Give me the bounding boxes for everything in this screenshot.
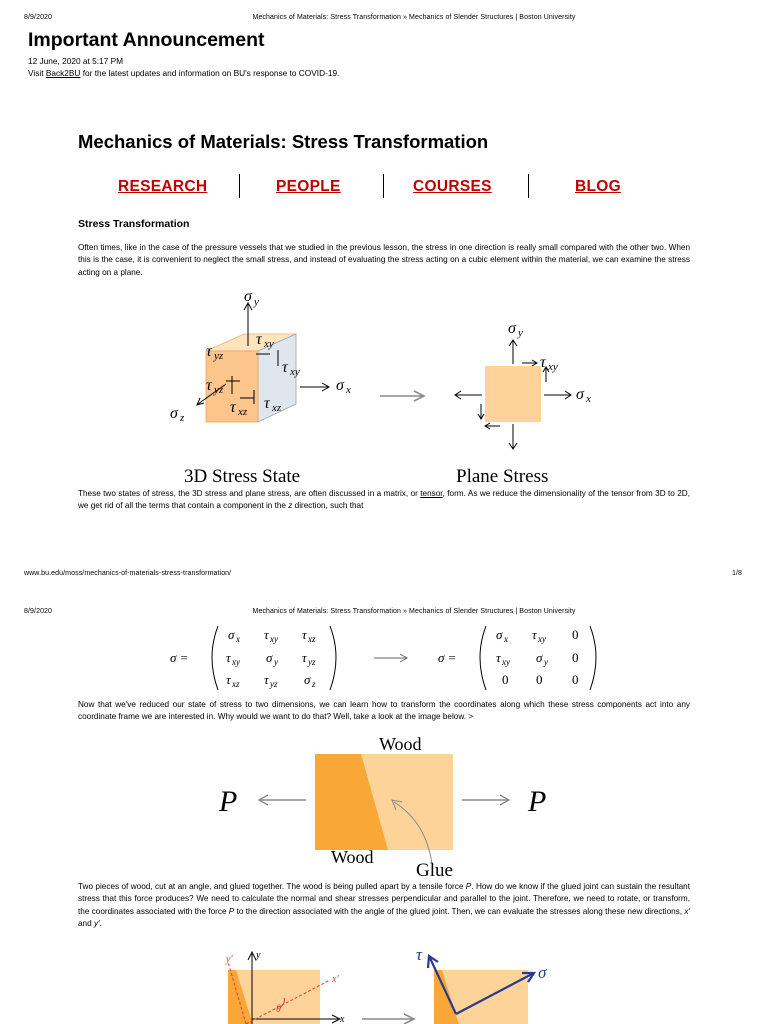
- nav-research[interactable]: RESEARCH: [118, 178, 208, 195]
- svg-text:τ: τ: [496, 650, 501, 665]
- svg-text:τ: τ: [264, 395, 270, 412]
- svg-text:xy: xy: [548, 361, 558, 373]
- svg-text:τ: τ: [532, 627, 537, 642]
- svg-text:z: z: [312, 679, 316, 689]
- svg-text:τ: τ: [540, 354, 546, 371]
- announcement-date: 12 June, 2020 at 5:17 PM: [28, 56, 124, 66]
- svg-text:x: x: [586, 393, 591, 405]
- svg-text:x′: x′: [332, 974, 339, 985]
- svg-text:τ: τ: [302, 627, 307, 642]
- svg-text:σ =: σ =: [170, 650, 189, 665]
- svg-text:0: 0: [536, 672, 543, 687]
- print-page-number: 1/8: [732, 570, 743, 577]
- svg-text:y′: y′: [226, 954, 233, 965]
- stress-matrix-equation: [166, 622, 606, 694]
- svg-text:xy: xy: [264, 338, 274, 350]
- rotated-axes-figure: [210, 944, 570, 1024]
- label-wood-bottom: Wood: [331, 847, 374, 867]
- svg-text:τ: τ: [206, 377, 212, 394]
- announcement-text: Visit Back2BU for the latest updates and information on BU's response to COVID-19.: [28, 68, 340, 78]
- svg-text:σ: σ: [536, 650, 543, 665]
- nav-divider: [239, 174, 240, 198]
- svg-text:σ: σ: [538, 963, 547, 982]
- print-date: 8/9/2020: [24, 14, 53, 21]
- label-wood-top: Wood: [379, 734, 422, 754]
- print-header-title-page2: Mechanics of Materials: Stress Transformation » Mechanics of Slender Structures | Boston University: [252, 608, 576, 615]
- svg-text:x: x: [346, 384, 351, 396]
- label-force-left: P: [219, 785, 238, 818]
- svg-text:xy: xy: [502, 657, 510, 667]
- nav-people[interactable]: PEOPLE: [276, 178, 341, 195]
- svg-text:τ: τ: [230, 399, 236, 416]
- svg-text:x: x: [340, 1014, 345, 1024]
- wood-joint-figure: [216, 732, 566, 880]
- paragraph-intro: Often times, like in the case of the pressure vessels that we studied in the previous lesson, the stress in one direction is really small compared with the other two. When this is the case, it is convenient to neglect the small stress, and instead of evaluating the stress acting on a cubic element within the material, we can examine the stress acting on a plane.: [78, 243, 690, 277]
- label-plane-stress: Plane Stress: [456, 466, 549, 486]
- print-date-page2: 8/9/2020: [24, 608, 53, 615]
- svg-text:τ: τ: [416, 945, 423, 964]
- svg-text:x: x: [504, 634, 508, 644]
- svg-text:y: y: [544, 657, 548, 667]
- svg-text:y: y: [254, 296, 259, 308]
- label-force-right: P: [528, 785, 547, 818]
- svg-text:y: y: [274, 657, 278, 667]
- label-glue: Glue: [416, 860, 453, 880]
- svg-text:0: 0: [572, 650, 579, 665]
- paragraph-tensor: These two states of stress, the 3D stress and plane stress, are often discussed in a matrix, or tensor, form. As we reduce the dimensionality of the tensor from 3D to 2D, we get rid of all the terms that contain a component in the z direction, such that: [78, 489, 690, 511]
- svg-text:τ: τ: [226, 672, 231, 687]
- svg-text:xz: xz: [238, 406, 248, 418]
- svg-text:σ: σ: [496, 627, 503, 642]
- page-title: Mechanics of Materials: Stress Transformation: [78, 131, 489, 152]
- svg-text:yz: yz: [308, 657, 316, 667]
- svg-text:xy: xy: [270, 634, 278, 644]
- svg-text:σ: σ: [170, 405, 178, 422]
- nav-blog[interactable]: BLOG: [575, 178, 621, 195]
- svg-text:τ: τ: [206, 343, 212, 360]
- svg-text:σ: σ: [508, 320, 516, 337]
- svg-text:yz: yz: [214, 350, 224, 362]
- svg-text:τ: τ: [264, 627, 269, 642]
- svg-text:yz: yz: [270, 679, 278, 689]
- plane-stress-square: [485, 366, 541, 422]
- svg-text:yz: yz: [214, 384, 224, 396]
- svg-text:σ: σ: [304, 672, 311, 687]
- stress-state-figure: [160, 286, 620, 486]
- svg-text:xz: xz: [232, 679, 240, 689]
- svg-text:xy: xy: [290, 366, 300, 378]
- svg-text:τ: τ: [302, 650, 307, 665]
- section-heading: Stress Transformation: [78, 218, 190, 230]
- svg-text:0: 0: [572, 672, 579, 687]
- svg-text:0: 0: [572, 627, 579, 642]
- nav-courses[interactable]: COURSES: [413, 178, 492, 195]
- svg-text:xy: xy: [232, 657, 240, 667]
- svg-text:τ: τ: [226, 650, 231, 665]
- svg-text:0: 0: [502, 672, 509, 687]
- back2bu-link[interactable]: Back2BU: [45, 68, 81, 78]
- nav-divider: [383, 174, 384, 198]
- tensor-link[interactable]: tensor: [420, 489, 443, 498]
- svg-text:x: x: [236, 634, 240, 644]
- print-header-title: Mechanics of Materials: Stress Transformation » Mechanics of Slender Structures | Boston University: [252, 14, 576, 21]
- svg-text:y: y: [256, 950, 261, 961]
- svg-text:xy: xy: [538, 634, 546, 644]
- print-footer-url: www.bu.edu/moss/mechanics-of-materials-stress-transformation/: [24, 570, 232, 577]
- svg-text:xz: xz: [308, 634, 316, 644]
- svg-text:τ: τ: [282, 359, 288, 376]
- svg-text:τ: τ: [264, 672, 269, 687]
- svg-text:σ =: σ =: [438, 650, 457, 665]
- svg-text:y: y: [518, 327, 523, 339]
- announcement-title: Important Announcement: [28, 29, 265, 51]
- svg-text:xz: xz: [272, 402, 282, 414]
- svg-text:θ: θ: [276, 1004, 281, 1015]
- stress-cube: [206, 334, 296, 422]
- label-3d-stress: 3D Stress State: [184, 466, 301, 486]
- svg-text:σ: σ: [336, 377, 344, 394]
- paragraph-reduced: Now that we've reduced our state of stress to two dimensions, we can learn how to transform the coordinates along which these stress components act into any coordinate frame we are interested in. Why would we want to do that? Well, take a look at the image below. >: [78, 700, 690, 722]
- svg-text:σ: σ: [576, 386, 584, 403]
- svg-text:z: z: [180, 412, 185, 424]
- svg-text:σ: σ: [244, 288, 252, 305]
- svg-text:τ: τ: [256, 331, 262, 348]
- svg-text:σ: σ: [266, 650, 273, 665]
- paragraph-wood: Two pieces of wood, cut at an angle, and glued together. The wood is being pulled apart by a tensile force P. How do we know if the glued joint can sustain the resultant stress that this force produces? We need to calculate the normal and shear stresses perpendicular and parallel to the joint. Therefore, we need to rotate, or transform, the coordinates associated with the force P to the direction associated with the angle of the glued joint. Then, we can evaluate the stresses along these new directions, x′ and y′.: [78, 882, 691, 929]
- nav-divider: [528, 174, 529, 198]
- svg-text:σ: σ: [228, 627, 235, 642]
